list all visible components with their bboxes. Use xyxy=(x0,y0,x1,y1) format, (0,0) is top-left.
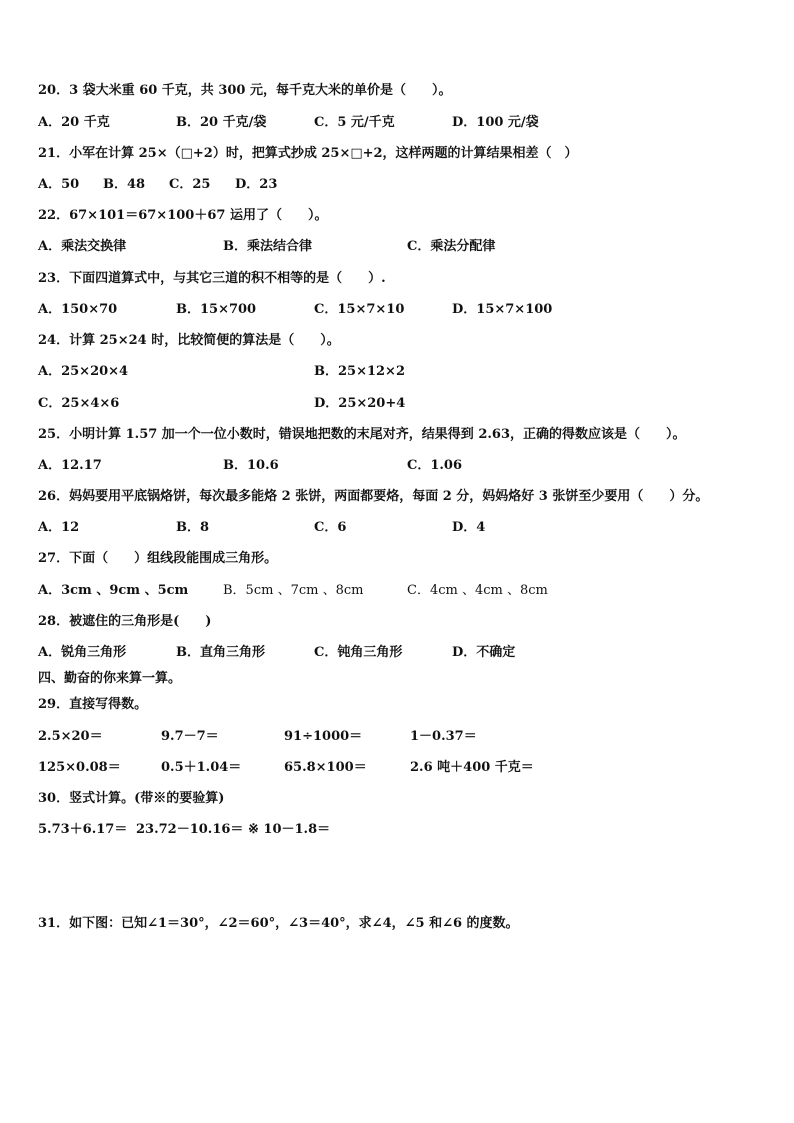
question-21: 21．小军在计算 25×（□+2）时，把算式抄成 25×□+2，这样两题的计算结果相差（ ） xyxy=(38,146,578,161)
option-c: C．4cm 、4cm 、8cm xyxy=(407,583,548,598)
calc-item: 2.6 吨＋400 千克＝ xyxy=(410,760,534,775)
option-a: A．12 xyxy=(38,520,80,535)
question-26: 26．妈妈要用平底锅烙饼，每次最多能烙 2 张饼，两面都要烙，每面 2 分，妈妈烙好 3 张饼至少要用（ ）分。 xyxy=(38,489,709,504)
option-b: B．8 xyxy=(176,520,210,535)
question-29-row-2 xyxy=(38,760,758,776)
question-27-options xyxy=(38,583,758,599)
option-b: B．10.6 xyxy=(223,458,279,473)
question-27: 27．下面（ ）组线段能围成三角形。 xyxy=(38,551,278,566)
option-c: C．5 元/千克 xyxy=(314,115,395,130)
option-a: A．150×70 xyxy=(38,302,118,317)
calc-item: 23.72－10.16＝ xyxy=(136,822,244,837)
option-a: A．锐角三角形 xyxy=(38,645,127,660)
option-b: B．直角三角形 xyxy=(176,645,265,660)
option-d: D．25×20+4 xyxy=(314,396,406,411)
option-a: A．12.17 xyxy=(38,458,102,473)
option-c: C．乘法分配律 xyxy=(407,239,496,254)
question-30: 30．竖式计算。(带※的要验算) xyxy=(38,791,225,806)
option-b: B．5cm 、7cm 、8cm xyxy=(223,583,364,598)
option-a: A．20 千克 xyxy=(38,115,110,130)
option-a: A．乘法交换律 xyxy=(38,239,127,254)
question-20: 20．3 袋大米重 60 千克，共 300 元，每千克大米的单价是（ ）。 xyxy=(38,83,452,98)
calc-item: 1－0.37＝ xyxy=(410,729,477,744)
question-28: 28．被遮住的三角形是( ) xyxy=(38,614,212,629)
calc-item: 0.5＋1.04＝ xyxy=(161,760,242,775)
option-b: B．20 千克/袋 xyxy=(176,115,267,130)
option-d: D．4 xyxy=(452,520,486,535)
option-a: A．50 xyxy=(38,177,80,192)
option-b: B．乘法结合律 xyxy=(223,239,312,254)
question-24-options-row1 xyxy=(38,364,758,380)
question-21-options xyxy=(38,177,758,193)
option-d: D．15×7×100 xyxy=(452,302,553,317)
option-c: C．钝角三角形 xyxy=(314,645,403,660)
question-28-options xyxy=(38,645,758,661)
option-b: B．15×700 xyxy=(176,302,257,317)
question-22: 22．67×101＝67×100＋67 运用了（ ）。 xyxy=(38,208,328,223)
option-c: C．15×7×10 xyxy=(314,302,405,317)
option-c: C．25 xyxy=(169,177,211,192)
calc-item: 5.73＋6.17＝ xyxy=(38,822,128,837)
option-c: C．25×4×6 xyxy=(38,396,120,411)
calc-item: 125×0.08＝ xyxy=(38,760,121,775)
calc-item: 91÷1000＝ xyxy=(284,729,363,744)
question-31: 31．如下图：已知∠1＝30°，∠2＝60°，∠3＝40°，求∠4，∠5 和∠6 的度数。 xyxy=(38,916,519,931)
question-26-options xyxy=(38,520,758,536)
calc-item: 2.5×20＝ xyxy=(38,729,103,744)
section-4-title: 四、勤奋的你来算一算。 xyxy=(38,671,182,686)
question-25: 25．小明计算 1.57 加一个一位小数时，错误地把数的末尾对齐，结果得到 2.63，正确的得数应该是（ ）。 xyxy=(38,427,686,442)
question-23-options xyxy=(38,302,758,318)
option-d: D．100 元/袋 xyxy=(452,115,539,130)
question-29-row-1 xyxy=(38,729,758,745)
calc-item: 65.8×100＝ xyxy=(284,760,367,775)
question-25-options xyxy=(38,458,758,474)
option-a: A．25×20×4 xyxy=(38,364,129,379)
calc-item: 9.7－7＝ xyxy=(161,729,219,744)
option-c: C．6 xyxy=(314,520,347,535)
question-30-items xyxy=(38,822,758,838)
question-22-options xyxy=(38,239,758,255)
option-d: D．23 xyxy=(235,177,278,192)
option-a: A．3cm 、9cm 、5cm xyxy=(38,583,189,598)
question-24: 24．计算 25×24 时，比较简便的算法是（ ）。 xyxy=(38,333,340,348)
question-20-options xyxy=(38,115,758,131)
option-b: B．48 xyxy=(103,177,146,192)
question-24-options-row2 xyxy=(38,396,758,412)
calc-item: ※ 10－1.8＝ xyxy=(248,822,331,837)
question-29: 29．直接写得数。 xyxy=(38,697,148,712)
option-c: C．1.06 xyxy=(407,458,463,473)
option-d: D．不确定 xyxy=(452,645,516,660)
option-b: B．25×12×2 xyxy=(314,364,406,379)
question-23: 23．下面四道算式中，与其它三道的积不相等的是（ ）. xyxy=(38,271,386,286)
